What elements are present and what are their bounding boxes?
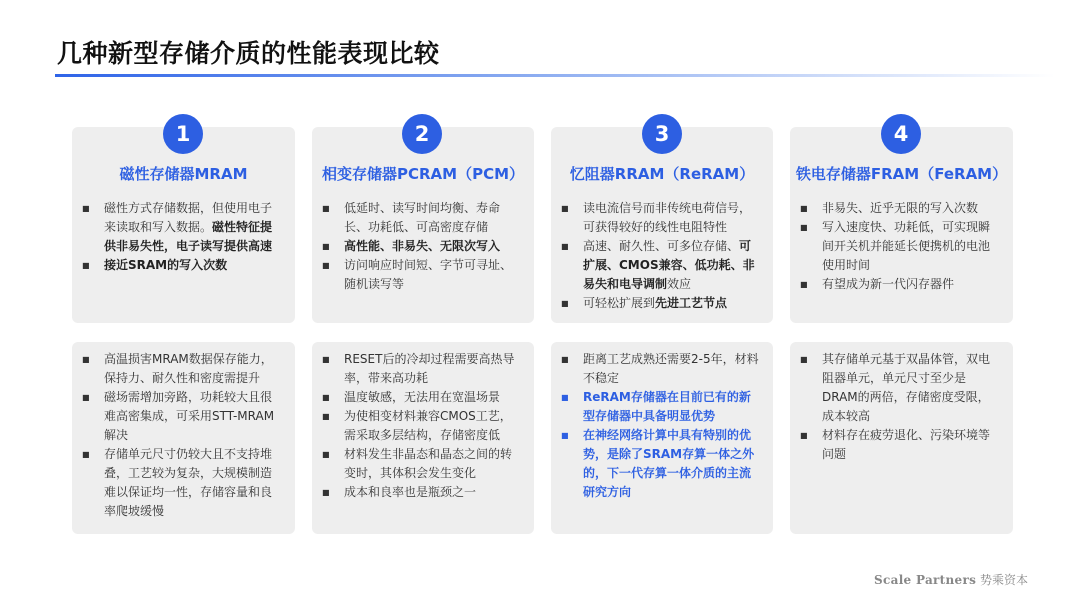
bullet-item xyxy=(800,199,999,218)
square-bullet-icon: ■ xyxy=(561,299,569,308)
square-bullet-icon: ■ xyxy=(322,204,330,213)
bullet-item xyxy=(82,445,281,521)
square-bullet-icon: ■ xyxy=(561,204,569,213)
bold-text: 可扩展、CMOS兼容、低功耗、非易失和电导调制 xyxy=(583,239,755,291)
card-fram-cons xyxy=(790,342,1013,534)
bullet-item xyxy=(322,445,520,483)
bullet-item xyxy=(322,407,520,445)
square-bullet-icon: ■ xyxy=(800,431,808,440)
square-bullet-icon: ■ xyxy=(322,242,330,251)
text: 距离工艺成熟还需要2-5年，材料不稳定 xyxy=(583,352,759,385)
bullet-item xyxy=(82,256,281,275)
text: 材料存在疲劳退化、污染环境等问题 xyxy=(822,428,991,461)
cons-list xyxy=(82,350,281,521)
card-heading: 磁性存储器MRAM xyxy=(119,165,248,183)
square-bullet-icon: ■ xyxy=(322,488,330,497)
bullet-item xyxy=(322,237,520,256)
square-bullet-icon: ■ xyxy=(82,204,90,213)
bullet-item xyxy=(561,350,759,388)
square-bullet-icon: ■ xyxy=(561,242,569,251)
pros-list xyxy=(561,199,759,313)
card-rram-cons xyxy=(551,342,773,534)
text: 效应 xyxy=(667,277,692,291)
text: 写入速度快、功耗低，可实现瞬间开关机并能延长便携机的电池使用时间 xyxy=(822,220,991,272)
bullet-item xyxy=(82,388,281,445)
text: ReRAM存储器在目前已有的新型存储器中具备明显优势 xyxy=(583,390,751,423)
bullet-item xyxy=(561,388,759,426)
number-badge: 1 xyxy=(163,114,203,154)
square-bullet-icon: ■ xyxy=(800,223,808,232)
text: 有望成为新一代闪存器件 xyxy=(822,277,955,291)
bullet-item xyxy=(800,350,999,426)
text: 高速、耐久性、可多位存储、 xyxy=(583,239,740,253)
bullet-item xyxy=(561,294,759,313)
text: 磁场需增加旁路，功耗较大且很难高密集成，可采用STT-MRAM解决 xyxy=(104,390,275,442)
square-bullet-icon: ■ xyxy=(800,280,808,289)
bullet-item xyxy=(561,237,759,294)
cons-list xyxy=(561,350,759,502)
card-heading: 忆阻器RRAM（ReRAM） xyxy=(569,165,755,183)
pros-list xyxy=(800,199,999,294)
text: 访问响应时间短、字节可寻址、随机读写等 xyxy=(344,258,513,291)
card-mram-cons xyxy=(72,342,295,534)
square-bullet-icon: ■ xyxy=(322,412,330,421)
brand-name-cn: 势乘资本 xyxy=(979,573,1028,587)
card-pcram-pros xyxy=(312,127,534,323)
bullet-item xyxy=(82,350,281,388)
bullet-item xyxy=(322,199,520,237)
text: 在神经网络计算中具有特别的优势，是除了SRAM存算一体之外的，下一代存算一体介质的主流研究方向 xyxy=(583,428,755,499)
title-underline xyxy=(55,74,1055,77)
pros-list xyxy=(82,199,281,275)
square-bullet-icon: ■ xyxy=(82,355,90,364)
bullet-item xyxy=(322,350,520,388)
bold-text: 先进工艺节点 xyxy=(655,296,728,310)
brand-name-en: Scale Partners xyxy=(874,573,977,587)
bullet-item xyxy=(561,199,759,237)
footer-brand xyxy=(874,571,1028,588)
card-rram-pros xyxy=(551,127,773,323)
bullet-item xyxy=(561,426,759,502)
square-bullet-icon: ■ xyxy=(800,355,808,364)
text: 非易失、近乎无限的写入次数 xyxy=(822,201,979,215)
bullet-item xyxy=(800,218,999,275)
bullet-item xyxy=(800,275,999,294)
pros-list xyxy=(322,199,520,294)
bold-text: 高性能、非易失、无限次写入 xyxy=(344,239,501,253)
bold-text: 接近SRAM的写入次数 xyxy=(104,258,228,272)
text: 其存储单元基于双晶体管，双电阻器单元，单元尺寸至少是DRAM的两倍，存储密度受限，成本较高 xyxy=(822,352,991,423)
card-fram-pros xyxy=(790,127,1013,323)
text: 低延时、读写时间均衡、寿命长、功耗低、可高密度存储 xyxy=(344,201,501,234)
text: 材料发生非晶态和晶态之间的转变时，其体积会发生变化 xyxy=(344,447,513,480)
cons-list xyxy=(800,350,999,464)
bullet-item xyxy=(322,388,520,407)
text: 存储单元尺寸仍较大且不支持堆叠，工艺较为复杂，大规模制造难以保证均一性，存储容量和良率爬坡缓慢 xyxy=(104,447,273,518)
text: RESET后的冷却过程需要高热导率，带来高功耗 xyxy=(344,352,515,385)
text: 成本和良率也是瓶颈之一 xyxy=(344,485,477,499)
page-title: 几种新型存储介质的性能表现比较 xyxy=(57,39,440,68)
text: 可轻松扩展到 xyxy=(583,296,656,310)
card-heading: 相变存储器PCRAM（PCM） xyxy=(321,165,525,183)
bullet-item xyxy=(800,426,999,464)
cons-list xyxy=(322,350,520,502)
square-bullet-icon: ■ xyxy=(322,393,330,402)
square-bullet-icon: ■ xyxy=(800,204,808,213)
square-bullet-icon: ■ xyxy=(82,393,90,402)
bullet-item xyxy=(322,256,520,294)
square-bullet-icon: ■ xyxy=(82,450,90,459)
square-bullet-icon: ■ xyxy=(82,261,90,270)
bullet-item xyxy=(82,199,281,256)
card-heading: 铁电存储器FRAM（FeRAM） xyxy=(795,165,1008,183)
text: 高温损害MRAM数据保存能力，保持力、耐久性和密度需提升 xyxy=(104,352,273,385)
number-badge: 3 xyxy=(642,114,682,154)
number-badge: 4 xyxy=(881,114,921,154)
bold-text: 磁性特征提供非易失性，电子读写提供高速 xyxy=(104,220,273,253)
bullet-item xyxy=(322,483,520,502)
number-badge: 2 xyxy=(402,114,442,154)
card-mram-pros xyxy=(72,127,295,323)
square-bullet-icon: ■ xyxy=(322,450,330,459)
square-bullet-icon: ■ xyxy=(561,355,569,364)
text: 温度敏感，无法用在宽温场景 xyxy=(344,390,501,404)
square-bullet-icon: ■ xyxy=(322,261,330,270)
text: 为使相变材料兼容CMOS工艺，需采取多层结构，存储密度低 xyxy=(344,409,512,442)
text: 读电流信号而非传统电荷信号，可获得较好的线性电阻特性 xyxy=(583,201,752,234)
text: 磁性方式存储数据，但使用电子来读取和写入数据。 xyxy=(104,201,273,234)
square-bullet-icon: ■ xyxy=(322,355,330,364)
square-bullet-icon: ■ xyxy=(561,393,569,402)
square-bullet-icon: ■ xyxy=(561,431,569,440)
card-pcram-cons xyxy=(312,342,534,534)
